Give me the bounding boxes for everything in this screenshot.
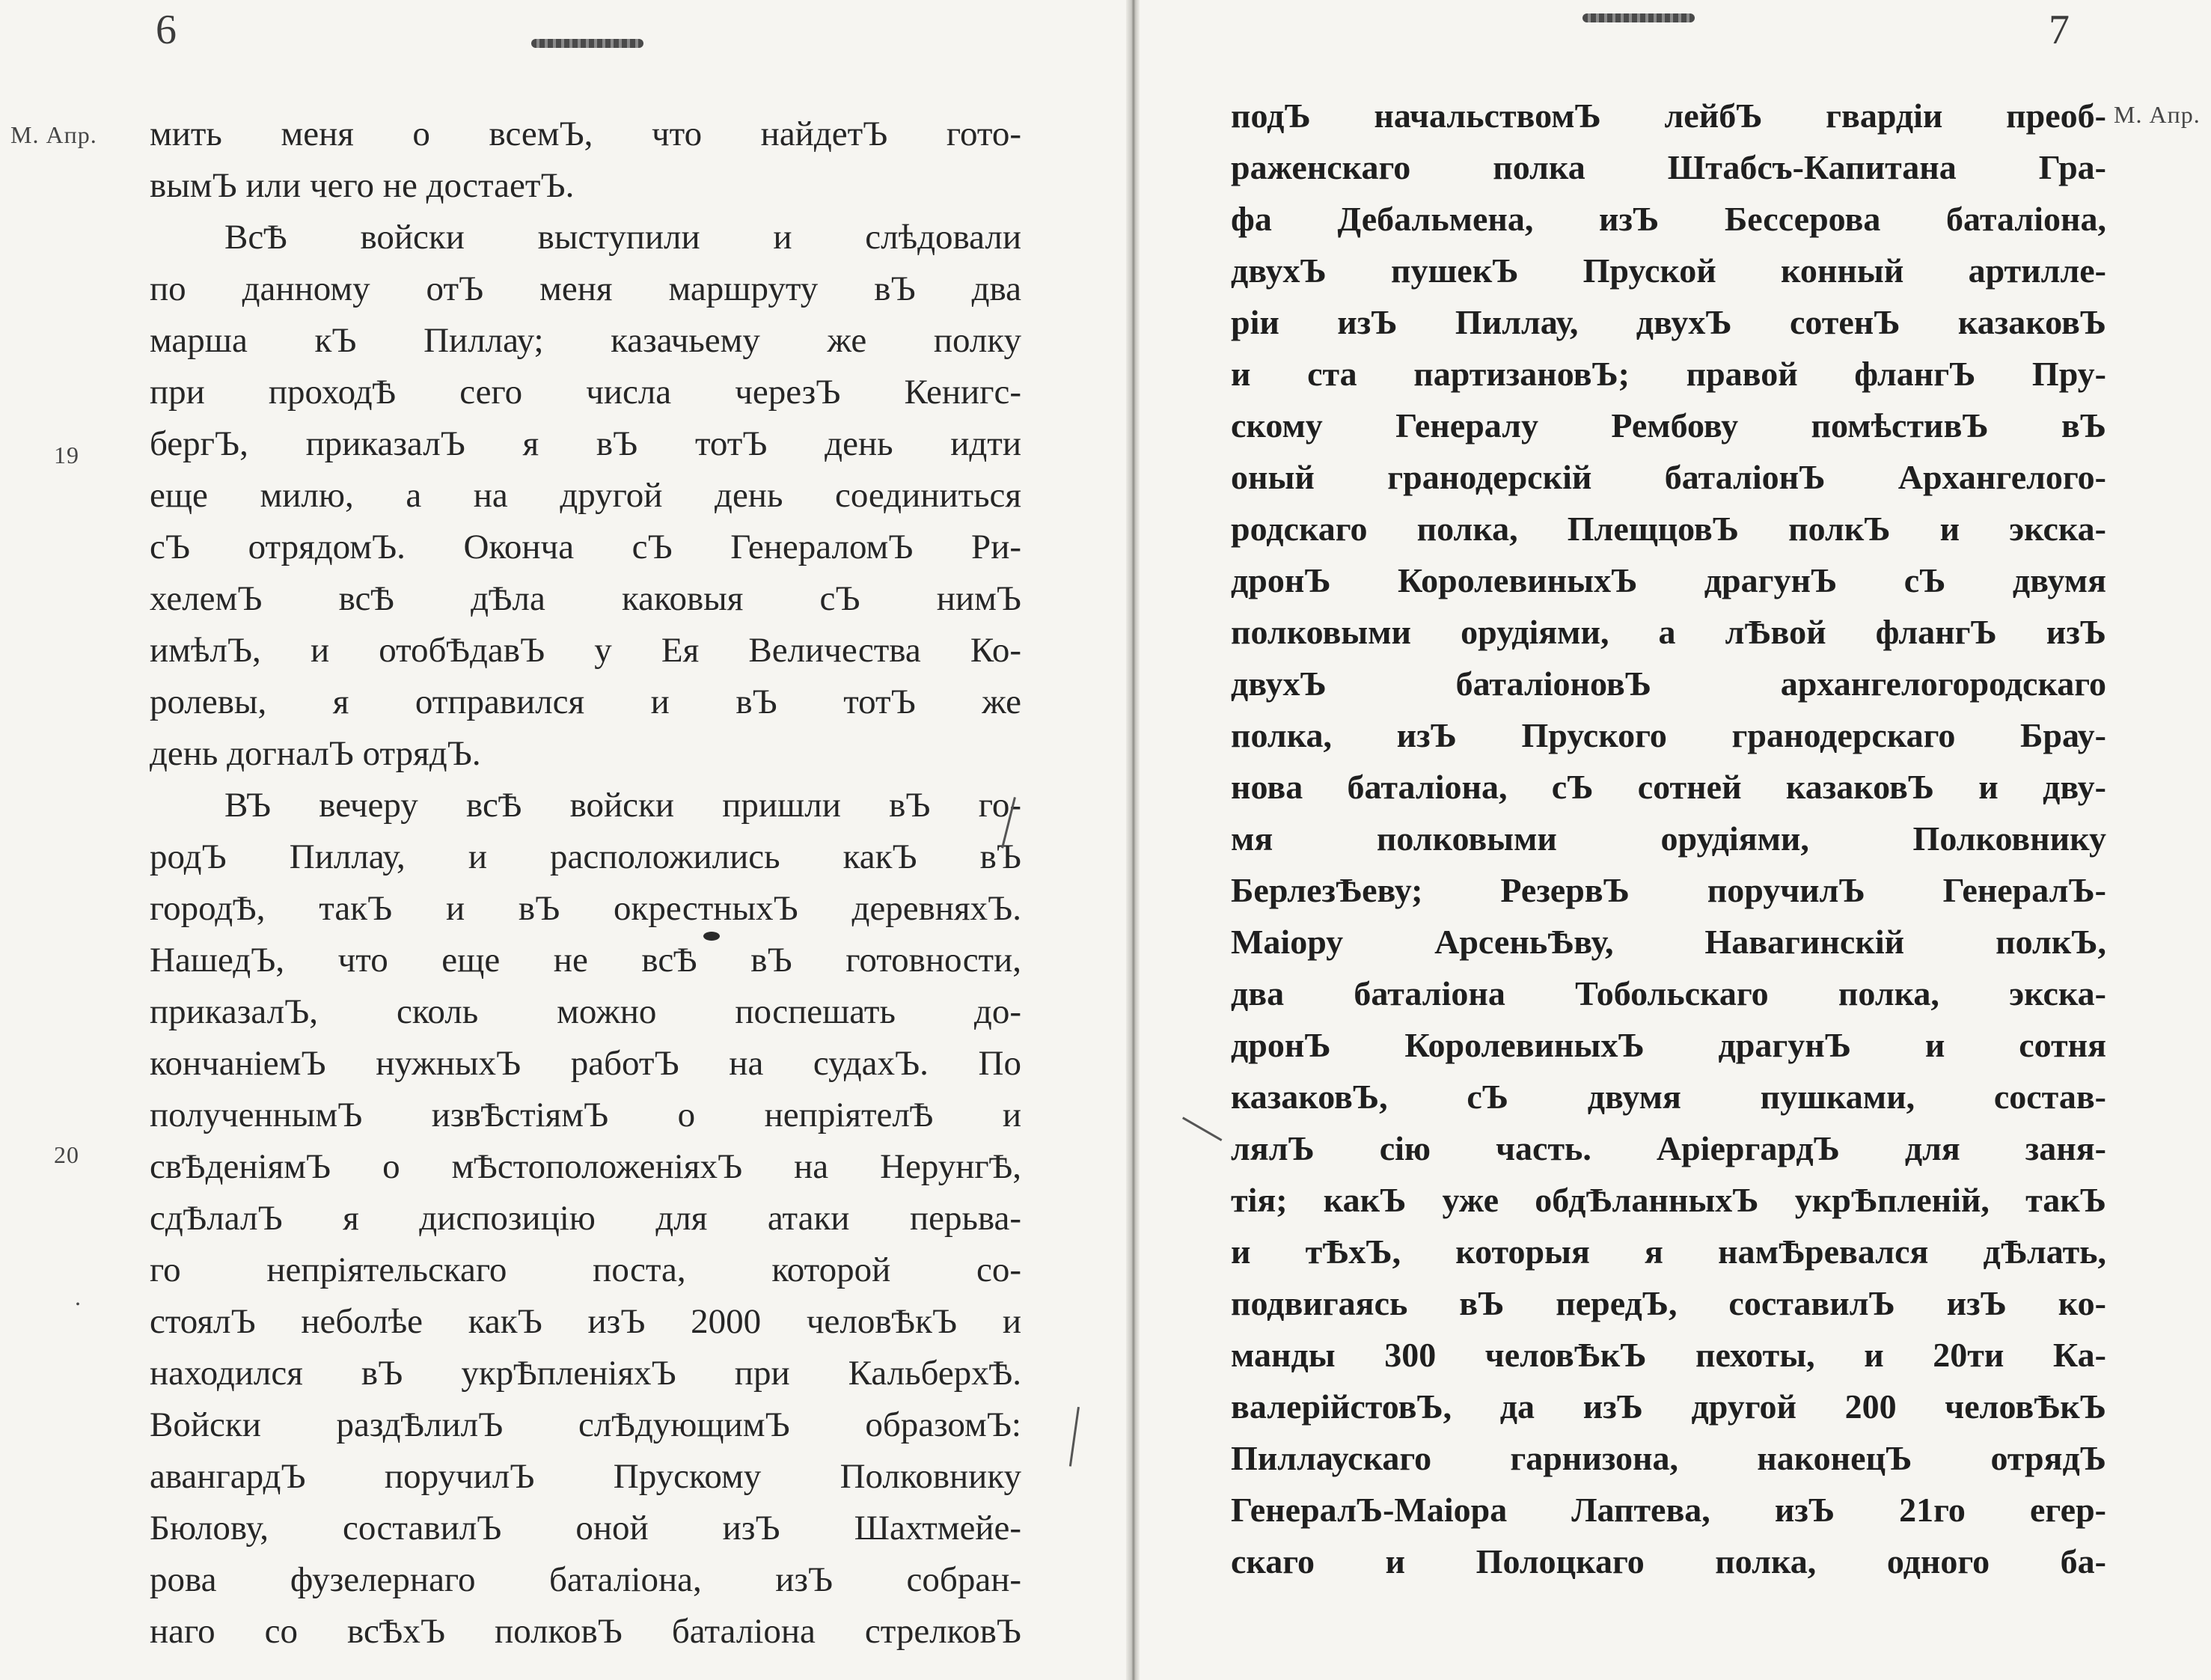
text-line: марша кЪ Пиллау; казачьему же полку <box>150 321 1021 360</box>
text-line: родЪ Пиллау, и расположились какЪ вЪ <box>150 837 1021 876</box>
text-line: родскаго полка, ПлещцовЪ полкЪ и экска- <box>1231 510 2106 548</box>
pencil-mark <box>1069 1407 1080 1467</box>
text-line: и тѢхЪ, которыя я намѢревался дѢлать, <box>1231 1232 2106 1271</box>
text-line: Пиллаускаго гарнизона, наконецЪ отрядЪ <box>1231 1439 2106 1477</box>
text-line: бергЪ, приказалЪ я вЪ тотЪ день идти <box>150 424 1021 463</box>
right-page-text <box>1231 90 2106 1587</box>
margin-note-day-20: 20 <box>54 1141 79 1168</box>
text-line: при проходѢ сего числа черезЪ Кенигс- <box>150 373 1021 412</box>
text-line: ВсѢ войски выступили и слѣдовали <box>224 218 1021 257</box>
text-line: подЪ начальствомЪ лейбЪ гвардіи преоб- <box>1231 97 2106 135</box>
text-line: ВЪ вечеру всѢ войски пришли вЪ го- <box>224 786 1021 825</box>
right-page <box>1145 0 2211 1680</box>
margin-note-month: М. Апр. <box>2114 101 2201 128</box>
text-line: имѣлЪ, и отобѢдавЪ у Ея Величества Ко- <box>150 631 1021 670</box>
text-line: ролевы, я отправился и вЪ тотЪ же <box>150 682 1021 721</box>
text-line: стоялЪ неболѣе какЪ изЪ 2000 человѢкЪ и <box>150 1302 1021 1341</box>
page-number-right: 7 <box>2049 7 2070 53</box>
text-line: манды 300 человѢкЪ пехоты, и 20ти Ка- <box>1231 1336 2106 1374</box>
text-line: го непріятельскаго поста, которой со- <box>150 1250 1021 1289</box>
text-line: два баталіона Тобольскаго полка, экска- <box>1231 974 2106 1012</box>
text-line: по данному отЪ меня маршруту вЪ два <box>150 269 1021 308</box>
text-line: Маіору АрсеньѢву, Навагинскій полкЪ, <box>1231 923 2106 961</box>
text-line: ріи изЪ Пиллау, двухЪ сотенЪ казаковЪ <box>1231 303 2106 341</box>
margin-note-day-19: 19 <box>54 442 79 468</box>
text-line: наго со всѢхЪ полковЪ баталіона стрелковЪ <box>150 1612 1021 1651</box>
text-line: фа Дебальмена, изЪ Бессерова баталіона, <box>1231 200 2106 238</box>
text-line: БерлезѢеву; РезервЪ поручилЪ ГенералЪ- <box>1231 871 2106 909</box>
text-line: дронЪ КоролевиныхЪ драгунЪ и сотня <box>1231 1026 2106 1064</box>
book-gutter <box>1126 0 1140 1680</box>
text-line: находился вЪ укрѢпленіяхЪ при КальберхѢ. <box>150 1354 1021 1393</box>
text-line: НашедЪ, что еще не всѢ вЪ готовности, <box>150 941 1021 980</box>
text-line: приказалЪ, сколь можно поспешать до- <box>150 992 1021 1031</box>
text-line: городѢ, такЪ и вЪ окрестныхЪ деревняхЪ. <box>150 889 1021 928</box>
text-line: мить меня о всемЪ, что найдетЪ гото- <box>150 114 1021 153</box>
text-line: дронЪ КоролевиныхЪ драгунЪ сЪ двумя <box>1231 561 2106 599</box>
text-line: казаковЪ, сЪ двумя пушками, состав- <box>1231 1078 2106 1116</box>
text-line: хелемЪ всѢ дѢла каковыя сЪ нимЪ <box>150 579 1021 618</box>
text-line: лялЪ сію часть. АріергардЪ для заня- <box>1231 1129 2106 1167</box>
text-line: еще милю, а на другой день соединиться <box>150 476 1021 515</box>
text-line: сЪ отрядомЪ. Окончa сЪ ГенераломЪ Ри- <box>150 528 1021 566</box>
text-line: полка, изЪ Пруского гранодерскаго Брау- <box>1231 716 2106 754</box>
text-line: подвигаясь вЪ передЪ, составилЪ изЪ ко- <box>1231 1284 2106 1322</box>
text-line: мя полковыми орудіями, Полковнику <box>1231 819 2106 858</box>
text-line: рова фузелернаго баталіона, изЪ собран- <box>150 1560 1021 1599</box>
text-line: день догналЪ отрядЪ. <box>150 734 481 773</box>
margin-note-dot: . <box>75 1283 82 1310</box>
text-line: Войски раздѢлилЪ слѢдующимЪ образомЪ: <box>150 1405 1021 1444</box>
text-line: полковыми орудіями, а лѢвой флангЪ изЪ <box>1231 613 2106 651</box>
text-line: кончаніемЪ нужныхЪ работЪ на судахЪ. По <box>150 1044 1021 1083</box>
text-line: авангардЪ поручилЪ Прускому Полковнику <box>150 1457 1021 1496</box>
text-line: скому Генералу Рембову помѣстивЪ вЪ <box>1231 406 2106 445</box>
page-number-left: 6 <box>156 7 177 53</box>
text-line: полученнымЪ извѢстіямЪ о непріятелѢ и <box>150 1096 1021 1134</box>
text-line: оный гранодерскій баталіонЪ Архангелого- <box>1231 458 2106 496</box>
pencil-mark <box>1182 1117 1222 1141</box>
text-line: и ста партизановЪ; правой флангЪ Пру- <box>1231 355 2106 393</box>
text-line: валерійстовЪ, да изЪ другой 200 человѢкЪ <box>1231 1387 2106 1426</box>
text-line: двухЪ пушекЪ Пруской конный артилле- <box>1231 251 2106 290</box>
header-rule-left <box>531 39 643 48</box>
text-line: нова баталіона, сЪ сотней казаковЪ и дву- <box>1231 768 2106 806</box>
ink-blot <box>703 932 720 941</box>
margin-note-month: М. Апр. <box>10 121 97 148</box>
text-line: свѢденіямЪ о мѢстоположеніяхЪ на НерунгѢ, <box>150 1147 1021 1186</box>
text-line: двухЪ баталіоновЪ архангелогородскаго <box>1231 665 2106 703</box>
text-line: скаго и Полоцкаго полка, одного ба- <box>1231 1542 2106 1580</box>
text-line: вымЪ или чего не достаетЪ. <box>150 166 575 205</box>
text-line: раженскаго полка Штабсъ-Капитана Гра- <box>1231 148 2106 186</box>
text-line: сдѢлалЪ я диспозицію для атаки перьва- <box>150 1199 1021 1238</box>
text-line: тія; какЪ уже обдѢланныхЪ укрѢпленій, такЪ <box>1231 1181 2106 1219</box>
left-page-text <box>150 109 1021 1658</box>
text-line: ГенералЪ-Маіора Лаптева, изЪ 21го егер- <box>1231 1491 2106 1529</box>
text-line: Бюлову, составилЪ оной изЪ Шахтмейе- <box>150 1509 1021 1548</box>
header-rule-right <box>1582 13 1695 22</box>
